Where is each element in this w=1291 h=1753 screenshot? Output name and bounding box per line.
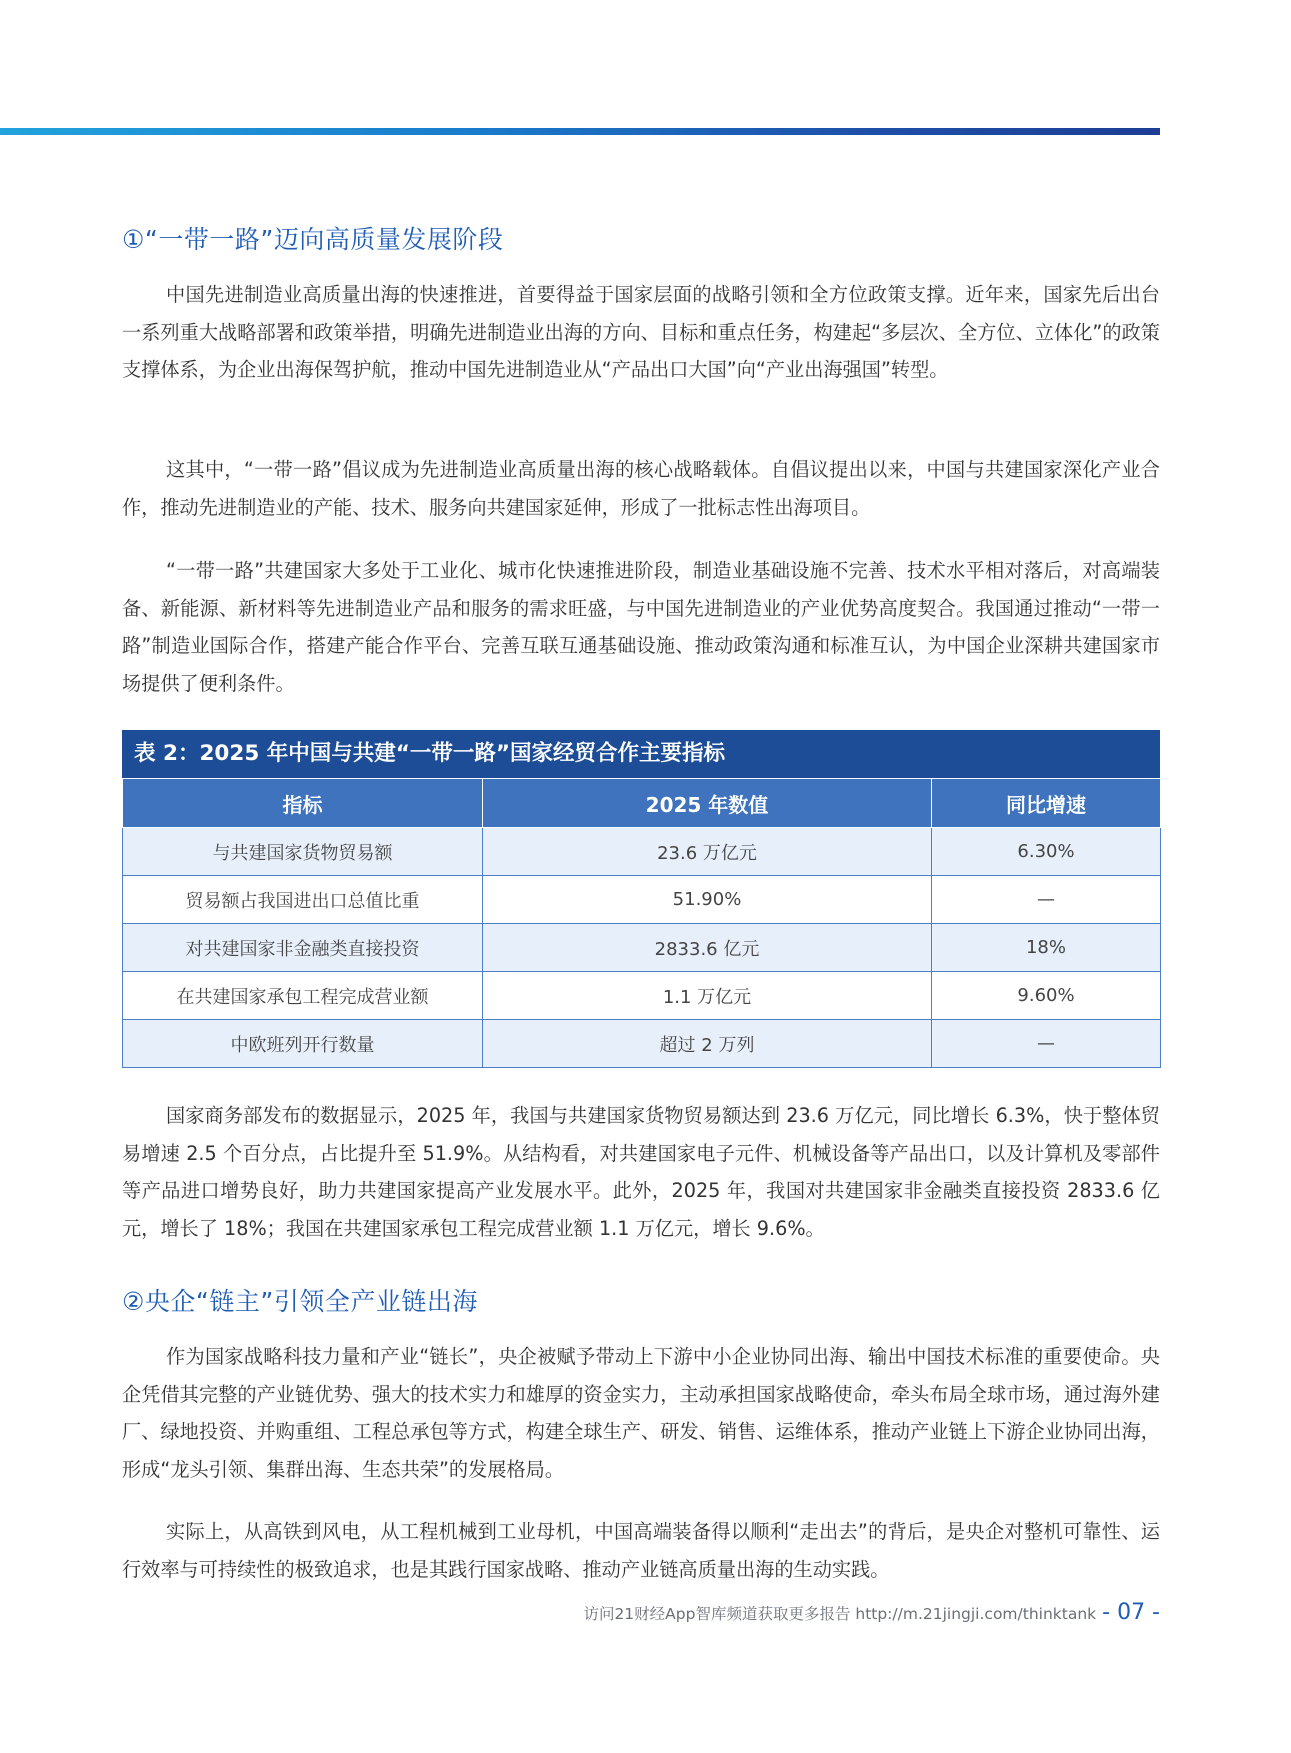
growth-cell: —: [932, 1020, 1161, 1068]
paragraph-high-end-equipment: 实际上，从高铁到风电，从工程机械到工业母机，中国高端装备得以顺利“走出去”的背后，是央企对整机可靠性、运行效率与可持续性的极致追求，也是其践行国家战略、推动产业链高质量出海的生动实践。: [122, 1520, 1160, 1581]
table-header-row: [123, 779, 1161, 828]
table-row: [123, 1020, 1161, 1068]
value-cell: 23.6 万亿元: [483, 828, 932, 876]
value-cell: 1.1 万亿元: [483, 972, 932, 1020]
page-footer: [583, 1600, 1160, 1625]
table-title: 表 2：2025 年中国与共建“一带一路”国家经贸合作主要指标: [122, 730, 1160, 778]
section-heading-belt-and-road: ①“一带一路”迈向高质量发展阶段: [122, 225, 504, 254]
value-cell: 超过 2 万列: [483, 1020, 932, 1068]
column-header-value: 2025 年数值: [483, 779, 932, 828]
indicator-cell: 与共建国家货物贸易额: [123, 828, 483, 876]
column-header-indicator: 指标: [123, 779, 483, 828]
growth-cell: —: [932, 876, 1161, 924]
indicator-cell: 在共建国家承包工程完成营业额: [123, 972, 483, 1020]
table-row: [123, 972, 1161, 1020]
paragraph-commerce-data: 国家商务部发布的数据显示，2025 年，我国与共建国家货物贸易额达到 23.6 万亿元，同比增长 6.3%，快于整体贸易增速 2.5 个百分点，占比提升至 51.9%。从结构看，对共建国家电子元件、机械设备等产品出口，以及计算机及零部件等产品进口增势良好，助力共建国家提高产业发展水平。此外，2025 年，我国对共建国家非金融类直接投资 2833.6 亿元，增长了 18%；我国在共建国家承包工程完成营业额 1.1 万亿元，增长 9.6%。: [122, 1104, 1160, 1240]
paragraph-core-carrier: 这其中，“一带一路”倡议成为先进制造业高质量出海的核心战略载体。自倡议提出以来，中国与共建国家深化产业合作，推动先进制造业的产能、技术、服务向共建国家延伸，形成了一批标志性出海项目。: [122, 458, 1160, 519]
column-header-growth: 同比增速: [932, 779, 1161, 828]
trade-indicators-table-block: [122, 730, 1160, 1068]
value-cell: 2833.6 亿元: [483, 924, 932, 972]
table-row: [123, 876, 1161, 924]
page-number: - 07 -: [1102, 1600, 1160, 1625]
paragraph-soe-mission: 作为国家战略科技力量和产业“链长”，央企被赋予带动上下游中小企业协同出海、输出中国技术标准的重要使命。央企凭借其完整的产业链优势、强大的技术实力和雄厚的资金实力，主动承担国家战略使命，牵头布局全球市场，通过海外建厂、绿地投资、并购重组、工程总承包等方式，构建全球生产、研发、销售、运维体系，推动产业链上下游企业协同出海，形成“龙头引领、集群出海、生态共荣”的发展格局。: [122, 1345, 1160, 1481]
footer-link-text: 访问21财经App智库频道获取更多报告 http://m.21jingji.com/thinktank: [583, 1605, 1097, 1623]
growth-cell: 6.30%: [932, 828, 1161, 876]
paragraph-partner-countries: “一带一路”共建国家大多处于工业化、城市化快速推进阶段，制造业基础设施不完善、技术水平相对落后，对高端装备、新能源、新材料等先进制造业产品和服务的需求旺盛，与中国先进制造业的产业优势高度契合。我国通过推动“一带一路”制造业国际合作，搭建产能合作平台、完善互联互通基础设施、推动政策沟通和标准互认，为中国企业深耕共建国家市场提供了便利条件。: [122, 559, 1160, 695]
table-row: [123, 828, 1161, 876]
growth-cell: 9.60%: [932, 972, 1161, 1020]
value-cell: 51.90%: [483, 876, 932, 924]
indicator-cell: 中欧班列开行数量: [123, 1020, 483, 1068]
indicator-cell: 贸易额占我国进出口总值比重: [123, 876, 483, 924]
trade-indicators-table: [122, 778, 1161, 1068]
table-row: [123, 924, 1161, 972]
indicator-cell: 对共建国家非金融类直接投资: [123, 924, 483, 972]
section-heading-soe-chain-leader: ②央企“链主”引领全产业链出海: [122, 1287, 478, 1316]
growth-cell: 18%: [932, 924, 1161, 972]
header-accent-bar: [0, 128, 1160, 135]
paragraph-policy-support: 中国先进制造业高质量出海的快速推进，首要得益于国家层面的战略引领和全方位政策支撑。近年来，国家先后出台一系列重大战略部署和政策举措，明确先进制造业出海的方向、目标和重点任务，构建起“多层次、全方位、立体化”的政策支撑体系，为企业出海保驾护航，推动中国先进制造业从“产品出口大国”向“产业出海强国”转型。: [122, 283, 1160, 381]
